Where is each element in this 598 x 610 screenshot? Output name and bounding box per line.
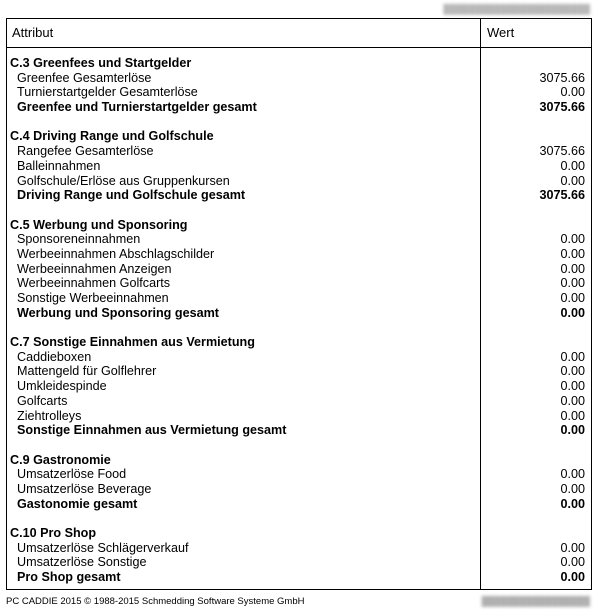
table-row (7, 262, 591, 277)
row-label: Werbeeinnahmen Golfcarts (17, 276, 171, 291)
section-title-row (7, 335, 591, 350)
row-label: Mattengeld für Golflehrer (17, 364, 157, 379)
section-total-row (7, 570, 591, 585)
row-value: 0.00 (560, 555, 585, 570)
table-row (7, 174, 591, 189)
table-row (7, 379, 591, 394)
row-label: Caddieboxen (17, 349, 92, 364)
section-total-row (7, 423, 591, 438)
row-label: Werbeeinnahmen Abschlagschilder (17, 246, 215, 261)
row-label: Umsatzerlöse Food (17, 467, 127, 482)
row-label: Balleinnahmen (17, 158, 101, 173)
section-total-row (7, 188, 591, 203)
total-value: 0.00 (560, 570, 585, 585)
row-value: 0.00 (560, 393, 585, 408)
section-title: C.5 Werbung und Sponsoring (10, 217, 188, 232)
table-row (7, 232, 591, 247)
row-value: 0.00 (560, 85, 585, 100)
row-value: 0.00 (560, 481, 585, 496)
table-row (7, 159, 591, 174)
row-value: 0.00 (560, 261, 585, 276)
table-row (7, 144, 591, 159)
footer-copyright: PC CADDIE 2015 © 1988-2015 Schmedding Software Systeme GmbH (6, 596, 305, 607)
row-value: 0.00 (560, 349, 585, 364)
row-value: 0.00 (560, 158, 585, 173)
total-label: Greenfee und Turnierstartgelder gesamt (17, 100, 257, 115)
row-value: 0.00 (560, 276, 585, 291)
row-value: 0.00 (560, 379, 585, 394)
total-label: Gastonomie gesamt (17, 496, 138, 511)
row-label: Umsatzerlöse Sonstige (17, 555, 147, 570)
report-table (6, 18, 592, 590)
total-value: 0.00 (560, 423, 585, 438)
table-rows (7, 56, 591, 585)
table-row (7, 409, 591, 424)
table-row (7, 541, 591, 556)
row-value: 0.00 (560, 173, 585, 188)
row-label: Umsatzerlöse Beverage (17, 481, 152, 496)
row-label: Umkleidespinde (17, 379, 107, 394)
row-value: 0.00 (560, 408, 585, 423)
section-total-row (7, 306, 591, 321)
section-title-row (7, 129, 591, 144)
row-label: Golfschule/Erlöse aus Gruppenkursen (17, 173, 230, 188)
row-label: Sonstige Werbeeinnahmen (17, 291, 169, 305)
table-row (7, 291, 591, 306)
row-value: 0.00 (560, 364, 585, 379)
row-label: Turnierstartgelder Gesamterlöse (17, 85, 198, 100)
row-label: Umsatzerlöse Schlägerverkauf (17, 540, 189, 555)
row-value: 0.00 (560, 540, 585, 555)
total-value: 3075.66 (539, 100, 585, 115)
section-title-row (7, 218, 591, 233)
section-spacer (7, 320, 591, 335)
column-header-value: Wert (487, 25, 515, 40)
row-value: 3075.66 (539, 144, 585, 159)
section-total-row (7, 100, 591, 115)
table-row (7, 247, 591, 262)
total-label: Pro Shop gesamt (17, 570, 121, 585)
total-label: Driving Range und Golfschule gesamt (17, 188, 246, 203)
row-label: Golfcarts (17, 393, 68, 408)
table-row (7, 364, 591, 379)
section-title: C.10 Pro Shop (10, 526, 97, 540)
total-label: Sonstige Einnahmen aus Vermietung gesamt (17, 423, 287, 438)
blurred-header-info: ███████████████████████ (443, 4, 590, 14)
table-header (7, 19, 591, 48)
total-label: Werbung und Sponsoring gesamt (17, 305, 219, 320)
table-row (7, 71, 591, 86)
table-row (7, 467, 591, 482)
table-row (7, 482, 591, 497)
row-label: Ziehtrolleys (17, 408, 82, 423)
section-title: C.7 Sonstige Einnahmen aus Vermietung (10, 335, 255, 350)
section-spacer (7, 115, 591, 130)
blurred-footer-info: █████████████████ (481, 596, 590, 606)
table-row (7, 555, 591, 570)
table-row (7, 350, 591, 365)
section-spacer (7, 511, 591, 526)
section-title-row (7, 526, 591, 541)
section-spacer (7, 438, 591, 453)
table-row (7, 394, 591, 409)
section-title: C.3 Greenfees und Startgelder (10, 56, 192, 70)
row-label: Werbeeinnahmen Anzeigen (17, 261, 172, 276)
section-total-row (7, 497, 591, 512)
section-title-row (7, 56, 591, 71)
column-header-attribute: Attribut (7, 19, 481, 47)
table-row (7, 85, 591, 100)
row-value: 0.00 (560, 246, 585, 261)
row-label: Rangefee Gesamterlöse (17, 144, 154, 159)
total-value: 0.00 (560, 496, 585, 511)
section-title: C.9 Gastronomie (10, 452, 111, 467)
section-spacer (7, 203, 591, 218)
section-title: C.4 Driving Range und Golfschule (10, 129, 214, 144)
total-value: 3075.66 (539, 188, 585, 203)
row-value: 0.00 (560, 232, 585, 247)
row-label: Sponsoreneinnahmen (17, 232, 141, 247)
total-value: 0.00 (560, 305, 585, 320)
row-value: 0.00 (560, 291, 585, 305)
section-title-row (7, 453, 591, 468)
row-label: Greenfee Gesamterlöse (17, 70, 152, 85)
table-row (7, 276, 591, 291)
row-value: 3075.66 (539, 70, 585, 85)
table-body (7, 48, 591, 590)
row-value: 0.00 (560, 467, 585, 482)
